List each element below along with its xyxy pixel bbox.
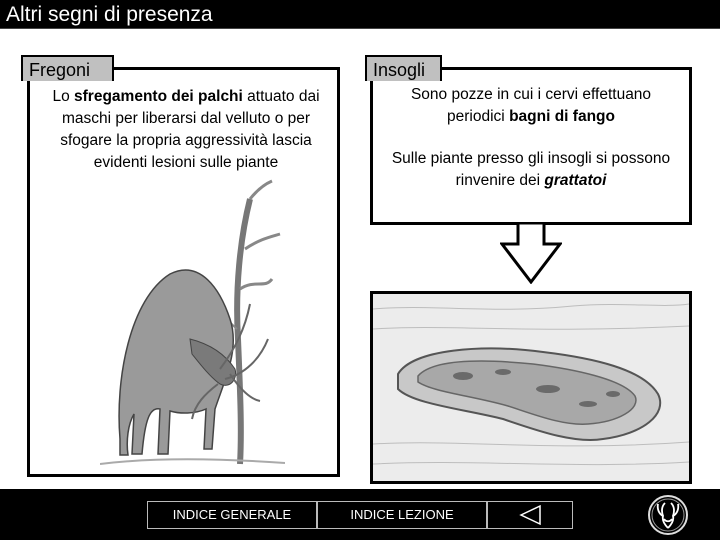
insogli-p1-bold: bagni di fango <box>509 108 615 125</box>
deer-rubbing-illustration <box>100 179 285 469</box>
insogli-description <box>380 84 682 212</box>
triangle-left-icon <box>488 502 572 528</box>
wallow-illustration-frame <box>370 291 692 484</box>
fregoni-text-before: Lo <box>52 88 75 105</box>
page-title: Altri segni di presenza <box>0 0 720 29</box>
footer-bar <box>0 489 720 540</box>
insogli-p1-text: Sono pozze in cui i cervi effettuano periodici <box>410 86 652 125</box>
fregoni-text-after: attuato dai maschi per liberarsi dal velluto o per sfogare la propria aggressività lascia evidenti lesioni sulle piante <box>60 88 320 171</box>
fregoni-text-bold: sfregamento dei palchi <box>74 88 243 105</box>
down-arrow-icon <box>500 222 562 284</box>
insogli-paragraph-2 <box>380 148 682 192</box>
insogli-p2-bold-italic: grattatoi <box>544 172 607 189</box>
deer-head-icon[interactable] <box>647 494 689 536</box>
insogli-paragraph-1 <box>380 84 682 128</box>
back-button[interactable] <box>487 501 573 529</box>
fregoni-description <box>37 86 335 174</box>
insogli-tab: Insogli <box>365 55 442 81</box>
content-area <box>0 29 720 489</box>
mud-wallow-illustration <box>373 294 689 481</box>
index-general-button[interactable]: INDICE GENERALE <box>147 501 317 529</box>
fregoni-tab: Fregoni <box>21 55 114 81</box>
insogli-p2-text: Sulle piante presso gli insogli si possono rinvenire dei <box>391 150 671 189</box>
index-lesson-button[interactable]: INDICE LEZIONE <box>317 501 487 529</box>
